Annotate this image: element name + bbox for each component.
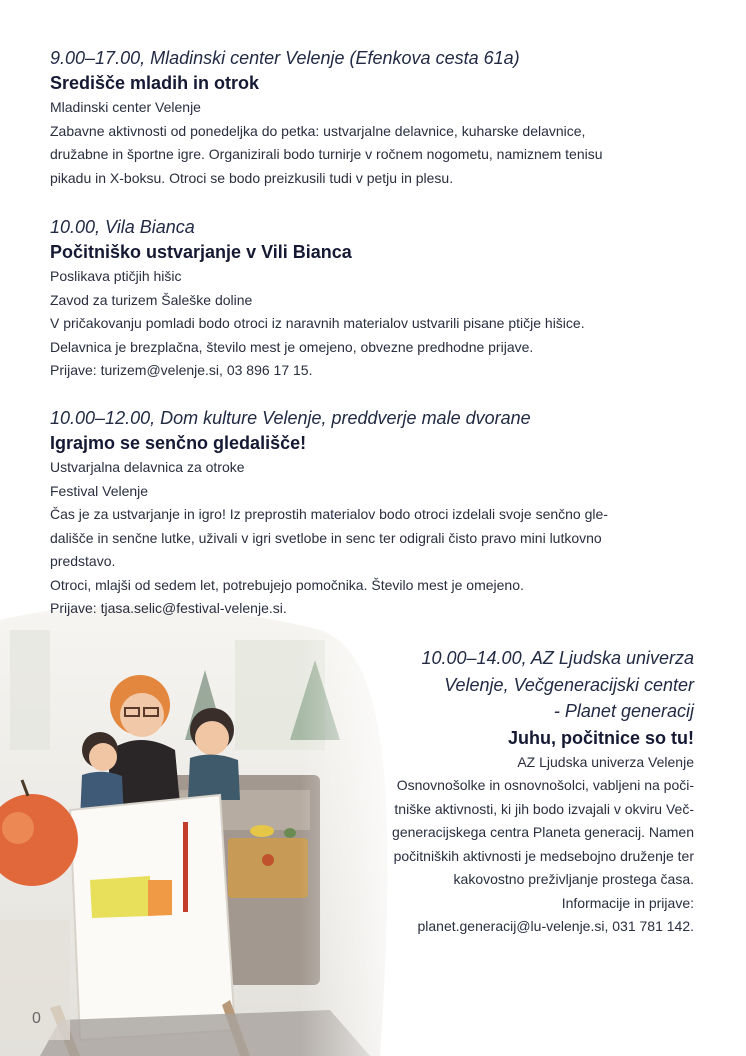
event-block: [50, 406, 690, 621]
event-time-location: 10.00, Vila Bianca: [50, 217, 195, 237]
event-text: V pričakovanju pomladi bodo otroci iz naravnih materialov ustvarili pisane ptičje hišice.: [50, 315, 585, 331]
event-organizer: Zavod za turizem Šaleške doline: [50, 291, 253, 308]
event-title: Središče mladih in otrok: [50, 73, 260, 93]
event-text: počitniških aktivnosti je medsebojno druženje ter: [393, 847, 694, 864]
event-contact: planet.generacij@lu-velenje.si, 031 781 142.: [417, 918, 694, 934]
event-text: Zabavne aktivnosti od ponedeljka do petka: ustvarjalne delavnice, kuharske delavnice,: [50, 122, 586, 139]
event-text: Osnovnošolke in osnovnošolci, vabljeni na poči-: [396, 777, 694, 793]
event-title: Juhu, počitnice so tu!: [507, 727, 694, 748]
event-text: kakovostno preživljanje prostega časa.: [453, 871, 694, 887]
event-text: Informacije in prijave:: [561, 894, 694, 911]
event-text: družabne in športne igre. Organizirali bodo turnirje v ročnem nogometu, namiznem tenisu: [50, 146, 603, 162]
event-title: Igrajmo se senčno gledališče!: [50, 433, 307, 453]
page-number: 0: [32, 1010, 41, 1027]
event-text: pikadu in X-boksu. Otroci se bodo preizkusili tudi v petju in plesu.: [50, 169, 454, 186]
event-time-location: - Planet generacij: [553, 701, 694, 721]
event-subtitle: Poslikava ptičjih hišic: [50, 268, 182, 284]
event-text: Otroci, mlajši od sedem let, potrebujejo pomočnika. Število mest je omejeno.: [50, 576, 524, 593]
event-title: Počitniško ustvarjanje v Vili Bianca: [50, 242, 352, 262]
event-text: generacijskega centra Planeta generacij. Namen: [392, 824, 694, 840]
event-time-location: 10.00–12.00, Dom kulture Velenje, preddverje male dvorane: [50, 408, 531, 428]
event-contact: Prijave: turizem@velenje.si, 03 896 17 15.: [50, 362, 313, 378]
event-time-location: 10.00–14.00, AZ Ljudska univerza: [421, 648, 694, 668]
event-organizer: AZ Ljudska univerza Velenje: [517, 753, 694, 770]
event-block: [50, 215, 690, 383]
event-text: predstavo.: [50, 553, 116, 569]
event-subtitle: Ustvarjalna delavnica za otroke: [50, 459, 245, 475]
event-text: Delavnica je brezplačna, število mest je omejeno, obvezne predhodne prijave.: [50, 338, 534, 355]
event-organizer: Mladinski center Velenje: [50, 99, 201, 115]
event-block-right: [334, 645, 694, 939]
event-text: dališče in senčne lutke, uživali v igri svetlobe in senc ter odigrali čisto pravo mini lutkovno: [50, 529, 602, 546]
event-text: Čas je za ustvarjanje in igro! Iz preprostih materialov bodo otroci izdelali svoje senčno gle-: [50, 506, 608, 522]
event-contact: Prijave: tjasa.selic@festival-velenje.si.: [50, 600, 287, 616]
event-time-location: Velenje, Večgeneracijski center: [444, 674, 694, 695]
event-time-location: 9.00–17.00, Mladinski center Velenje (Efenkova cesta 61a): [50, 48, 520, 68]
event-text: tniške aktivnosti, ki jih bodo izvajali v okviru Več-: [394, 800, 694, 817]
event-organizer: Festival Velenje: [50, 482, 149, 499]
event-block: [50, 46, 690, 190]
